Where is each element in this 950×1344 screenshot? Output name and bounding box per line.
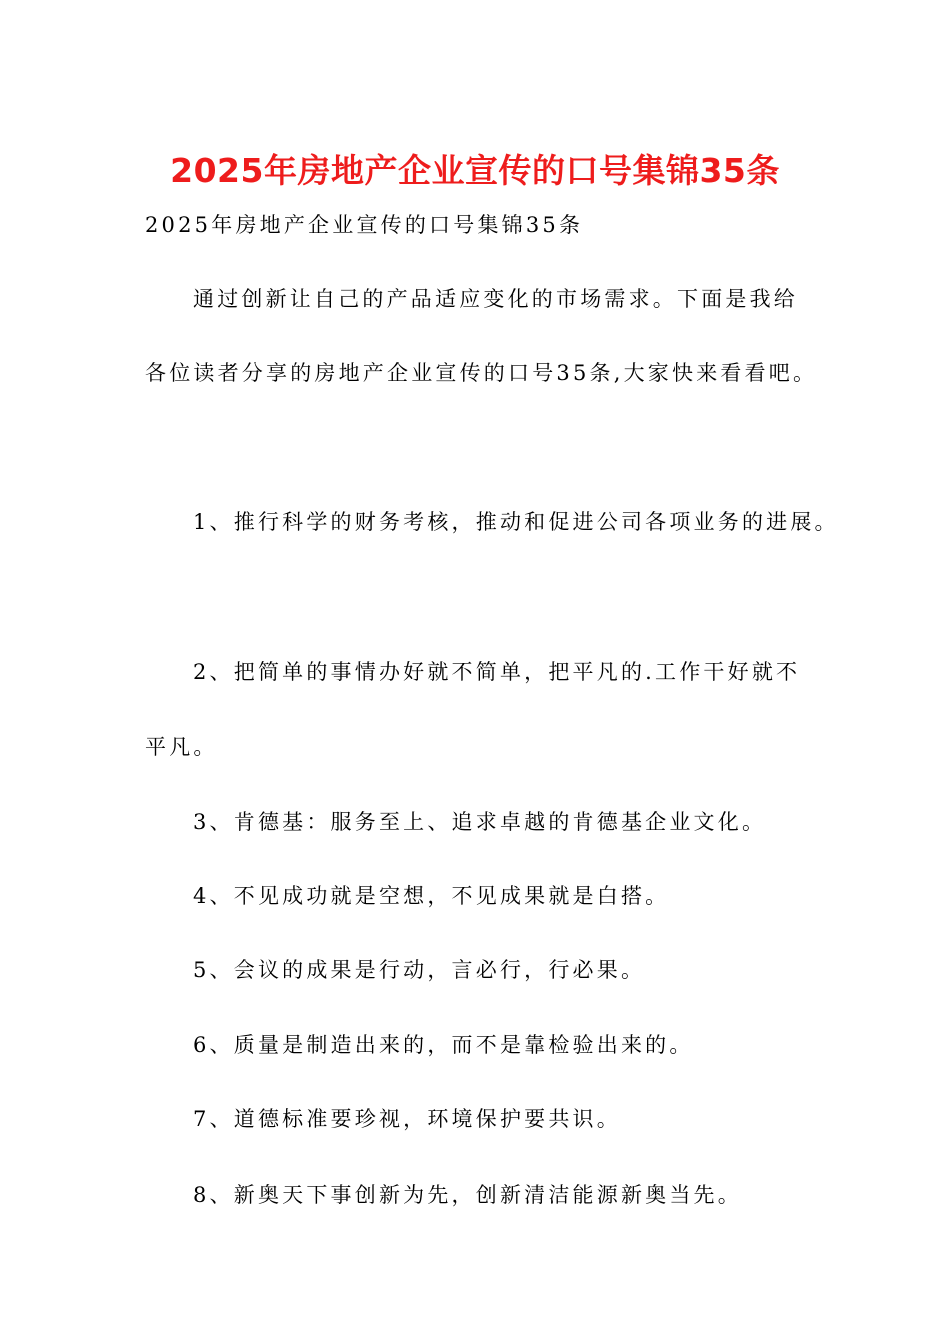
list-item-8: 8、新奥天下事创新为先，创新清洁能源新奥当先。 bbox=[193, 1183, 742, 1207]
document-subtitle: 2025年房地产企业宣传的口号集锦35条 bbox=[145, 213, 584, 237]
list-item-4: 4、不见成功就是空想，不见成果就是白搭。 bbox=[193, 884, 670, 908]
intro-line-1: 通过创新让自己的产品适应变化的市场需求。下面是我给 bbox=[193, 287, 798, 311]
intro-line-2: 各位读者分享的房地产企业宣传的口号35条,大家快来看看吧。 bbox=[145, 361, 818, 385]
list-item-3: 3、肯德基：服务至上、追求卓越的肯德基企业文化。 bbox=[193, 810, 767, 834]
list-item-2-continued: 平凡。 bbox=[145, 735, 218, 759]
list-item-1: 1、推行科学的财务考核，推动和促进公司各项业务的进展。 bbox=[193, 510, 839, 534]
document-title: 2025年房地产企业宣传的口号集锦35条 bbox=[170, 151, 780, 190]
list-item-5: 5、会议的成果是行动，言必行，行必果。 bbox=[193, 958, 646, 982]
list-item-6: 6、质量是制造出来的，而不是靠检验出来的。 bbox=[193, 1033, 694, 1057]
list-item-2: 2、把简单的事情办好就不简单，把平凡的.工作干好就不 bbox=[193, 660, 801, 684]
list-item-7: 7、道德标准要珍视，环境保护要共识。 bbox=[193, 1107, 621, 1131]
